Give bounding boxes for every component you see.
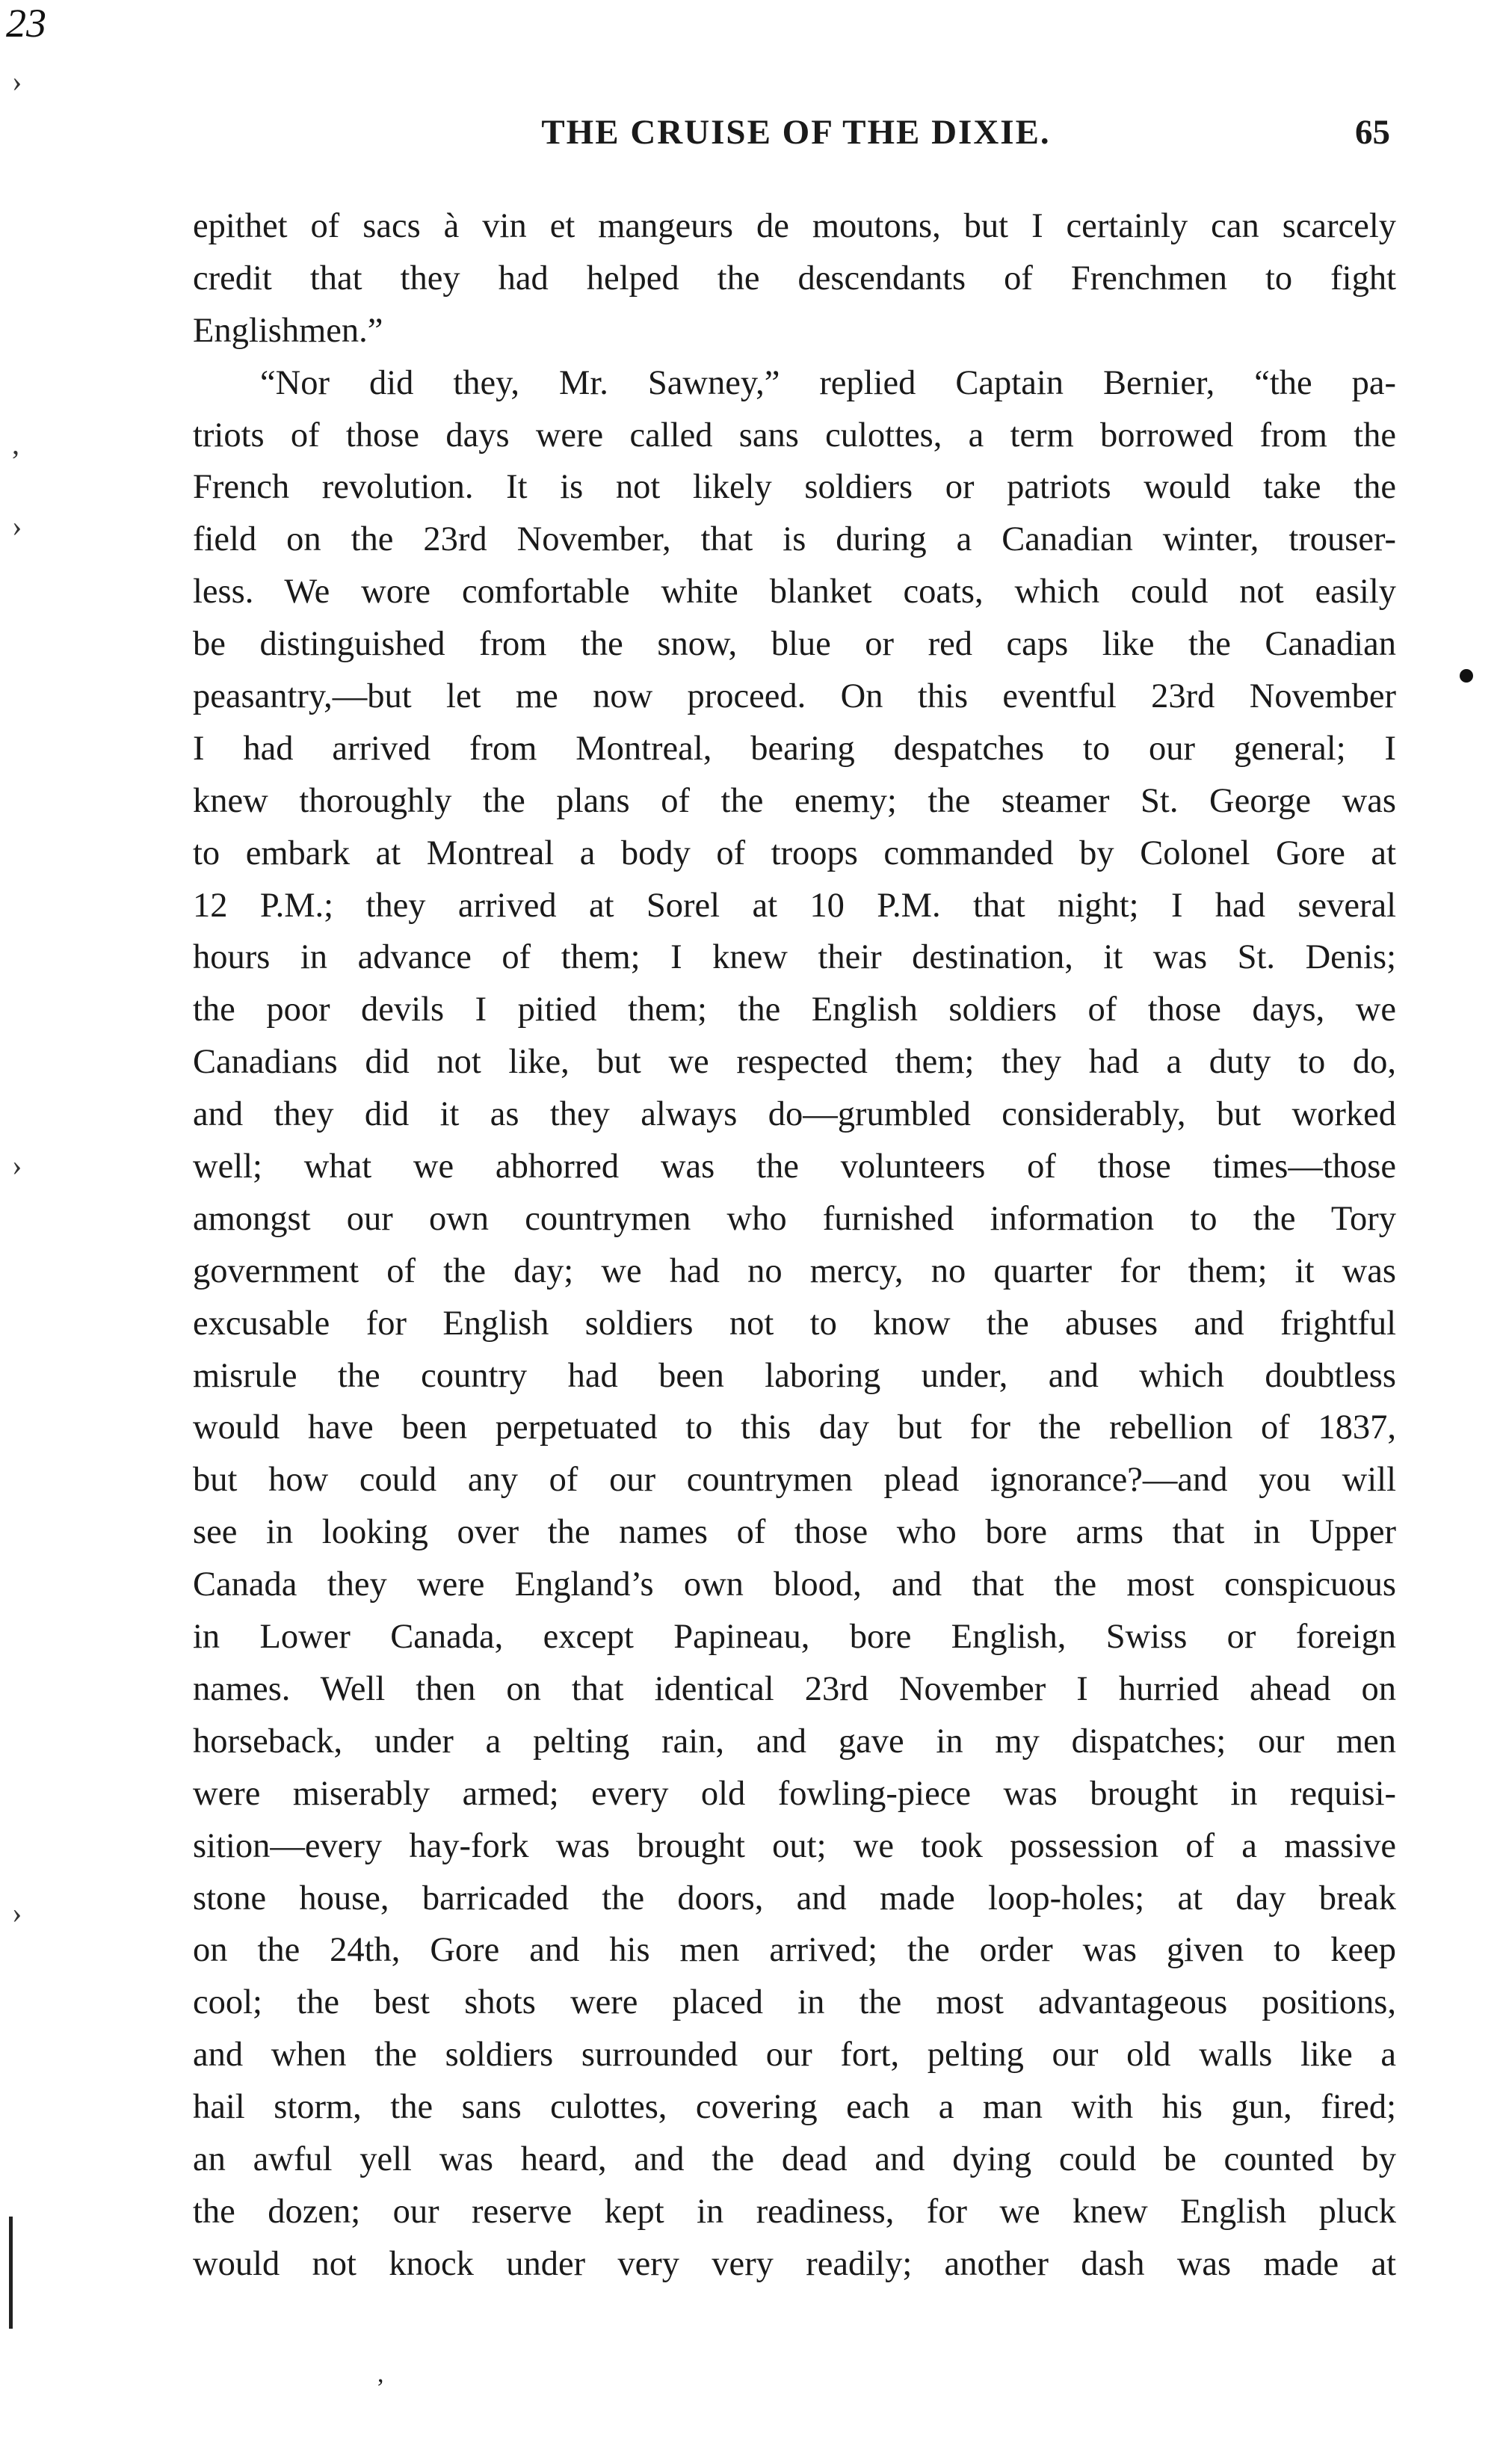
text-line: would have been perpetuated to this day but for the rebellion of 1837,	[193, 1408, 1396, 1447]
body-text	[193, 200, 1396, 2291]
text-line: an awful yell was heard, and the dead and dying could be counted by	[193, 2140, 1396, 2178]
margin-rule	[9, 2217, 13, 2329]
text-line: were miserably armed; every old fowling-piece was brought in requisi-	[193, 1774, 1396, 1813]
text-line: I had arrived from Montreal, bearing despatches to our general; I	[193, 729, 1396, 768]
text-line: on the 24th, Gore and his men arrived; the order was given to keep	[193, 1931, 1396, 1970]
ink-dot	[1460, 669, 1473, 683]
text-line: less. We wore comfortable white blanket coats, which could not easily	[193, 573, 1396, 612]
text-line: and they did it as they always do—grumbled considerably, but worked	[193, 1095, 1396, 1134]
text-line: names. Well then on that identical 23rd November I hurried ahead on	[193, 1669, 1396, 1708]
margin-mark: ,	[12, 427, 19, 461]
margin-marks	[4, 0, 27, 2464]
text-line: to embark at Montreal a body of troops commanded by Colonel Gore at	[193, 834, 1396, 872]
text-line: see in looking over the names of those who bore arms that in Upper	[193, 1513, 1396, 1552]
text-line: Canada they were England’s own blood, and that the most conspicuous	[193, 1565, 1396, 1604]
text-line: field on the 23rd November, that is during a Canadian winter, trouser-	[193, 520, 1396, 559]
text-line: hours in advance of them; I knew their destination, it was St. Denis;	[193, 938, 1396, 977]
text-line: the poor devils I pitied them; the English soldiers of those days, we	[193, 991, 1396, 1029]
text-line: knew thoroughly the plans of the enemy; the steamer St. George was	[193, 781, 1396, 820]
text-line: misrule the country had been laboring under, and which doubtless	[193, 1356, 1396, 1395]
text-line: sition—every hay-fork was brought out; we took possession of a massive	[193, 1826, 1396, 1865]
margin-note: 23	[6, 1, 46, 46]
margin-mark: ›	[12, 1148, 22, 1182]
text-line: in Lower Canada, except Papineau, bore English, Swiss or foreign	[193, 1618, 1396, 1657]
text-line: triots of those days were called sans culottes, a term borrowed from the	[193, 416, 1396, 455]
text-line: amongst our own countrymen who furnished information to the Tory	[193, 1199, 1396, 1238]
running-title: THE CRUISE OF THE DIXIE.	[541, 113, 1051, 152]
margin-mark: ›	[12, 1896, 22, 1929]
text-line: peasantry,—but let me now proceed. On this eventful 23rd November	[193, 677, 1396, 716]
text-line: be distinguished from the snow, blue or red caps like the Canadian	[193, 625, 1396, 664]
text-line: and when the soldiers surrounded our fort, pelting our old walls like a	[193, 2036, 1396, 2075]
text-line: epithet of sacs à vin et mangeurs de moutons, but I certainly can scarcely	[193, 207, 1396, 245]
page-header	[202, 112, 1390, 172]
text-line: “Nor did they, Mr. Sawney,” replied Captain Bernier, “the pa-	[260, 363, 1396, 402]
page-number: 65	[1355, 113, 1390, 152]
text-line: horseback, under a pelting rain, and gave in my dispatches; our men	[193, 1722, 1396, 1761]
text-line: French revolution. It is not likely soldiers or patriots would take the	[193, 468, 1396, 507]
text-line: 12 P.M.; they arrived at Sorel at 10 P.M. that night; I had several	[193, 886, 1396, 925]
text-line: government of the day; we had no mercy, no quarter for them; it was	[193, 1251, 1396, 1290]
ink-mark: ,	[377, 2360, 384, 2388]
text-line: the dozen; our reserve kept in readiness, for we knew English pluck	[193, 2192, 1396, 2231]
text-line: hail storm, the sans culottes, covering each a man with his gun, fired;	[193, 2088, 1396, 2127]
text-line: but how could any of our countrymen plead ignorance?—and you will	[193, 1461, 1396, 1500]
margin-mark: ›	[12, 509, 22, 543]
text-line: well; what we abhorred was the volunteers of those times—those	[193, 1148, 1396, 1186]
text-line: would not knock under very very readily; another dash was made at	[193, 2244, 1396, 2283]
text-line: Englishmen.”	[193, 311, 383, 350]
text-line: stone house, barricaded the doors, and made loop-holes; at day break	[193, 1879, 1396, 1918]
text-line: credit that they had helped the descendants of Frenchmen to fight	[193, 259, 1396, 298]
margin-mark: ›	[12, 64, 22, 98]
text-line: cool; the best shots were placed in the most advantageous positions,	[193, 1983, 1396, 2022]
text-line: Canadians did not like, but we respected them; they had a duty to do,	[193, 1043, 1396, 1082]
text-line: excusable for English soldiers not to know the abuses and frightful	[193, 1304, 1396, 1343]
